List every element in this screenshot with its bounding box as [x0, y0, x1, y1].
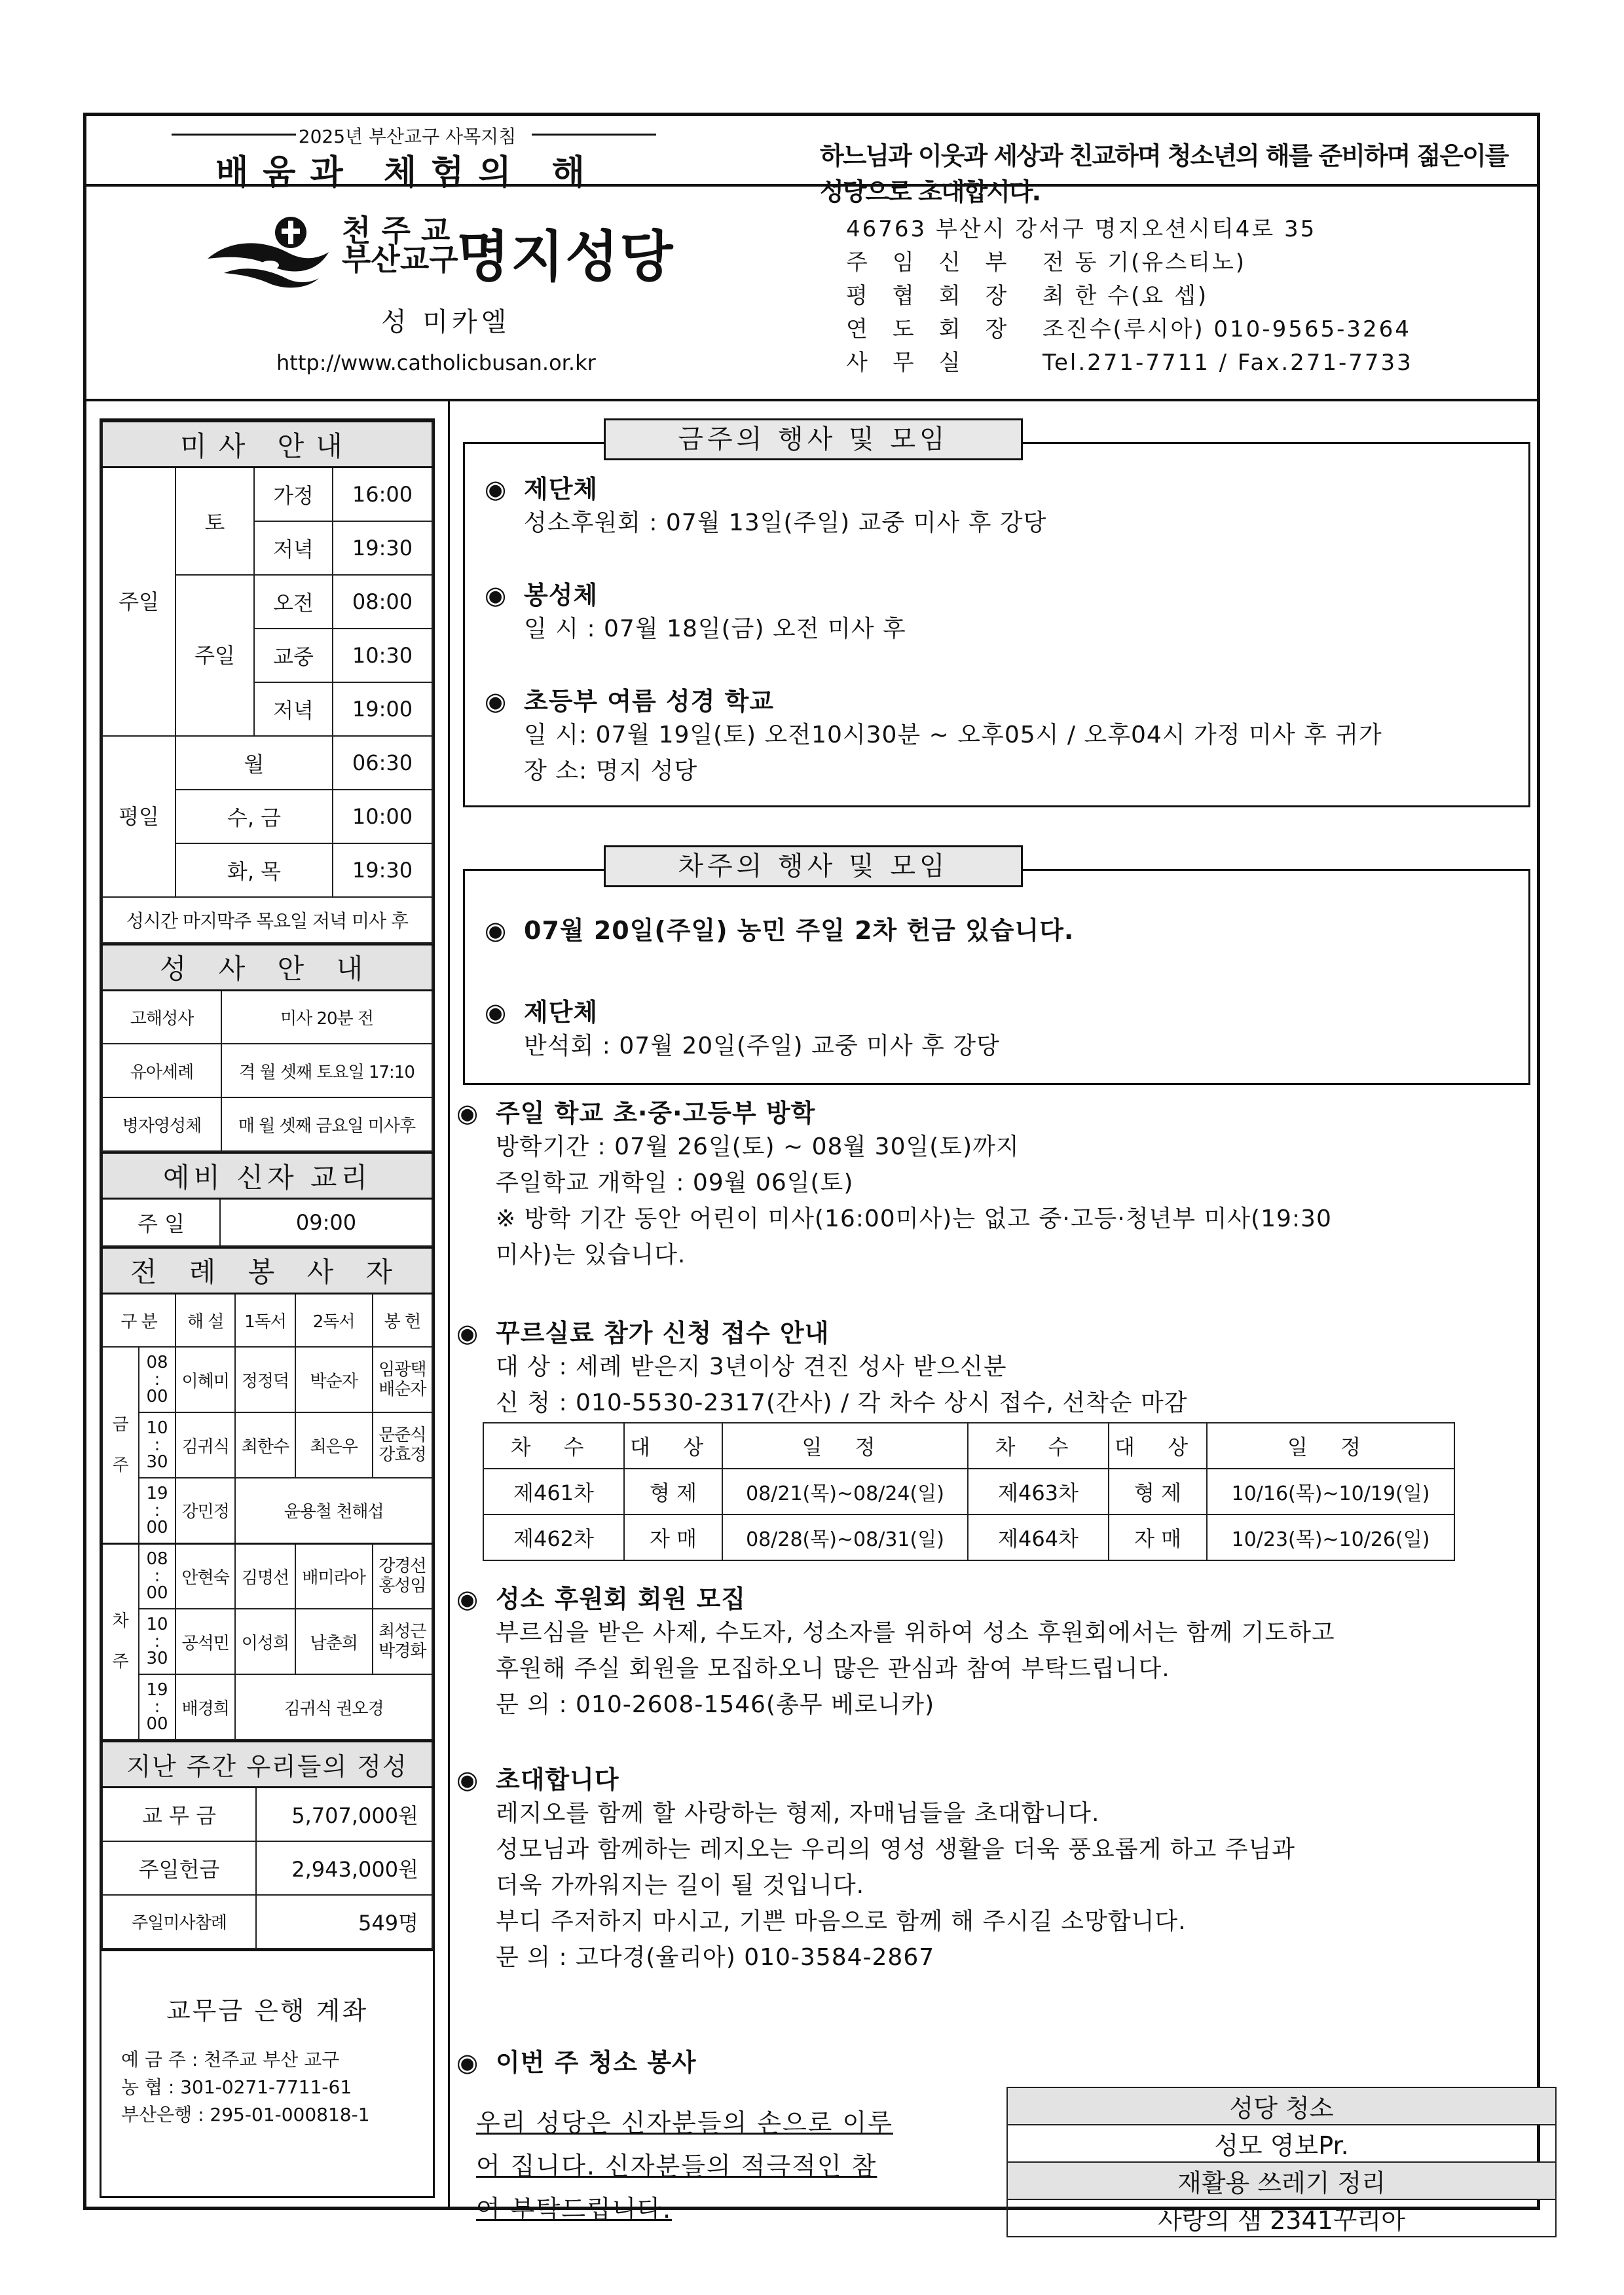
time-min: 00 — [146, 1517, 168, 1537]
sun-label: 주일 — [175, 575, 254, 736]
time-hour: 10 — [146, 1418, 168, 1438]
time-hour: 19 — [146, 1483, 168, 1503]
bullet-icon: ◉ — [456, 1585, 479, 1613]
table-cell: 형 제 — [1109, 1469, 1207, 1515]
time-hour: 10 — [146, 1615, 168, 1634]
item-head: 주일 학교 초·중·고등부 방학 — [496, 1099, 816, 1128]
sacrament-value: 매 월 셋째 금요일 미사후 — [221, 1097, 432, 1151]
table-cell: 제462차 — [483, 1515, 624, 1560]
bullet-icon: ◉ — [485, 581, 507, 610]
col-head: 해 설 — [175, 1293, 235, 1347]
reader-2: 배미라아 — [295, 1543, 373, 1609]
mass-row-label: 저녁 — [254, 521, 333, 575]
time-min: 00 — [146, 1387, 168, 1406]
item-line: 미사)는 있습니다. — [496, 1241, 686, 1268]
mass-row-time: 16:00 — [333, 468, 432, 521]
catechumen-table — [101, 1152, 433, 1247]
diocese-bottom: 부산교구 — [342, 242, 458, 277]
time-hour: 08 — [146, 1353, 168, 1372]
pastor-label: 주임신부 — [846, 249, 1032, 276]
sacrament-table — [101, 944, 433, 1152]
item-line: ※ 방학 기간 동안 어린이 미사(16:00미사)는 없고 중·고등·청년부 미사(19:30 — [496, 1205, 1332, 1232]
table-cell: 08/21(목)~08/24(일) — [722, 1469, 968, 1515]
sacrament-title: 성 사 안 내 — [102, 944, 432, 990]
left-column — [100, 418, 435, 2198]
pastor-value: 전 동 기(유스티노) — [1043, 249, 1247, 276]
item-head: 초등부 여름 성경 학교 — [524, 687, 775, 716]
reader-1: 김명선 — [235, 1543, 295, 1609]
item-line: 장 소: 명지 성당 — [524, 758, 698, 784]
commentator: 공석민 — [175, 1609, 235, 1674]
legion-value: 조진수(루시아) 010-9565-3264 — [1043, 316, 1411, 342]
item-head: 07월 20일(주일) 농민 주일 2차 헌금 있습니다. — [524, 916, 1075, 945]
sat-label: 토 — [175, 468, 254, 575]
offertory-2: 배순자 — [378, 1380, 426, 1399]
bullet-icon: ◉ — [456, 2048, 479, 2077]
item-line: 주일학교 개학일 : 09월 06일(토) — [496, 1169, 854, 1196]
bullet-icon: ◉ — [485, 998, 507, 1027]
cursillo-table — [483, 1422, 1455, 1561]
council-label: 평협회장 — [846, 283, 1032, 309]
parish-url[interactable]: http://www.catholicbusan.or.kr — [276, 350, 596, 375]
cleaning-table-title: 성당 청소 — [1007, 2087, 1556, 2125]
offertory-1: 최성근 — [378, 1622, 426, 1642]
header — [86, 116, 1537, 206]
offertory-2: 강효정 — [378, 1445, 426, 1465]
next-week-title: 차주의 행사 및 모임 — [604, 845, 1023, 887]
offertory-2: 홍성임 — [378, 1576, 426, 1596]
diocese-logo-icon — [204, 213, 335, 291]
item-head: 봉성체 — [524, 581, 599, 610]
table-cell: 자 매 — [624, 1515, 722, 1560]
this-week-box — [463, 442, 1530, 807]
reader-1: 정정덕 — [235, 1347, 295, 1412]
notice-vocation — [456, 1579, 1335, 1723]
merged-ministers: 윤용철 천해섭 — [235, 1478, 432, 1543]
table-cell: 제464차 — [968, 1515, 1109, 1560]
bullet-icon: ◉ — [485, 475, 507, 504]
weekday-row-time: 10:00 — [333, 790, 432, 843]
catechumen-title: 예비 신자 교리 — [102, 1153, 432, 1199]
bullet-icon: ◉ — [485, 687, 507, 716]
mass-row-label: 가정 — [254, 468, 333, 521]
weekday-row-label: 수, 금 — [175, 790, 333, 843]
commentator: 이혜미 — [175, 1347, 235, 1412]
offering-table — [101, 1740, 433, 1949]
item-line: 일 시 : 07월 18일(금) 오전 미사 후 — [524, 615, 906, 642]
offering-value: 5,707,000원 — [256, 1788, 432, 1841]
address: 46763 부산시 강서구 명지오션시티4로 35 — [846, 216, 1317, 242]
time-min: 00 — [146, 1583, 168, 1604]
offering-label: 주일미사참례 — [102, 1895, 256, 1949]
tagline: 하느님과 이웃과 세상과 친교하며 청소년의 해를 준비하며 젊은이를 성당으로 초대합시다. — [820, 141, 1508, 206]
mass-row-label: 저녁 — [254, 682, 333, 736]
item-line: 후원해 주실 회원을 모집하오니 많은 관심과 참여 부탁드립니다. — [496, 1655, 1170, 1682]
bullet-icon: ◉ — [456, 1099, 479, 1128]
catechumen-time: 09:00 — [220, 1199, 432, 1246]
this-week-label: 금주 — [102, 1347, 139, 1543]
ministers-table: 전 례 봉 사 자 구 분 해 설 1독서 2독서 봉 헌 금주 08 : 00 이혜미 정정덕 박순자 임광택 배순자 10 : 30 김귀식 최한수 최은우 문준식 강효정 19 : 00 강민정 윤용철 천해섭 차주 08 : 00 안현숙 김명선 배미라아 강경선 홍성임 10 : 30 공석민 이성희 남춘희 최성근 박경화 19 : 00 배경희 김귀식 권오경 — [101, 1247, 433, 1741]
item-line: 더욱 가까워지는 길이 될 것입니다. — [496, 1872, 865, 1899]
item-line: 성소후원회 : 07월 13일(주일) 교중 미사 후 강당 — [524, 509, 1047, 536]
column-divider — [448, 401, 450, 2210]
this-week-title: 금주의 행사 및 모임 — [604, 418, 1023, 460]
offertory-1: 강경선 — [378, 1556, 426, 1577]
council-value: 최 한 수(요 셉) — [1043, 283, 1209, 309]
item-line: 부디 주저하지 마시고, 기쁜 마음으로 함께 해 주시길 소망합니다. — [496, 1908, 1187, 1935]
patron-saint: 성 미카엘 — [381, 307, 511, 337]
cleaning-table — [1006, 2087, 1557, 2237]
bank-line: 예 금 주 : 천주교 부산 교구 — [121, 2048, 340, 2070]
col-head: 대 상 — [624, 1423, 722, 1469]
table-cell: 제461차 — [483, 1469, 624, 1515]
mass-row-time: 08:00 — [333, 575, 432, 629]
mass-note: 성시간 마지막주 목요일 저녁 미사 후 — [102, 897, 432, 943]
weekday-row-time: 06:30 — [333, 736, 432, 790]
parish-name: 명지성당 — [456, 225, 674, 289]
bullet-icon: ◉ — [485, 916, 507, 945]
col-head: 대 상 — [1109, 1423, 1207, 1469]
merged-ministers: 김귀식 권오경 — [235, 1674, 432, 1740]
motto-small: 2025년 부산교구 사목지침 — [298, 126, 517, 147]
sacrament-value: 미사 20분 전 — [221, 990, 432, 1044]
col-head: 봉 헌 — [373, 1293, 432, 1347]
reader-2: 최은우 — [295, 1412, 373, 1478]
next-week-box — [463, 869, 1530, 1085]
item-line: 일 시: 07월 19일(토) 오전10시30분 ~ 오후05시 / 오후04시 가정 미사 후 귀가 — [524, 722, 1382, 748]
contact-list — [846, 213, 1413, 380]
offering-title: 지난 주간 우리들의 정성 — [102, 1742, 432, 1788]
weekday-row-label: 화, 목 — [175, 843, 333, 897]
table-cell: 10/23(목)~10/26(일) — [1207, 1515, 1454, 1560]
weekday-row-label: 월 — [175, 736, 333, 790]
sacrament-label: 병자영성체 — [102, 1097, 221, 1151]
item-line: 문 의 : 010-2608-1546(총무 베로니카) — [496, 1691, 935, 1718]
commentator: 안현숙 — [175, 1543, 235, 1609]
time-hour: 08 — [146, 1549, 168, 1570]
time-min: 30 — [146, 1452, 168, 1472]
commentator: 김귀식 — [175, 1412, 235, 1478]
bullet-icon: ◉ — [456, 1319, 479, 1348]
office-label: 사무실 — [846, 350, 986, 376]
notice-cleaning — [456, 2042, 697, 2078]
table-cell: 10/16(목)~10/19(일) — [1207, 1469, 1454, 1515]
mass-row-time: 10:30 — [333, 629, 432, 682]
mass-table — [101, 420, 433, 944]
commentator: 배경희 — [175, 1674, 235, 1740]
bank-title: 교무금 은행 계좌 — [166, 1996, 369, 2025]
mass-title: 미사 안내 — [102, 422, 432, 468]
office-value: Tel.271-7711 / Fax.271-7733 — [1043, 350, 1413, 376]
item-head: 꾸르실료 참가 신청 접수 안내 — [496, 1319, 830, 1348]
offering-label: 교 무 금 — [102, 1788, 256, 1841]
catechumen-label: 주 일 — [102, 1199, 220, 1246]
table-cell: 형 제 — [624, 1469, 722, 1515]
offering-label: 주일헌금 — [102, 1841, 256, 1895]
bank-info — [101, 1949, 433, 2129]
notice-invite — [456, 1759, 1295, 1975]
item-line: 문 의 : 고다경(율리아) 010-3584-2867 — [496, 1944, 935, 1971]
item-head: 성소 후원회 회원 모집 — [496, 1585, 747, 1613]
col-head: 2독서 — [295, 1293, 373, 1347]
sunday-label: 주일 — [102, 468, 175, 736]
mass-row-label: 교중 — [254, 629, 333, 682]
next-week-label: 차주 — [102, 1543, 139, 1740]
item-line: 부르심을 받은 사제, 수도자, 성소자를 위하여 성소 후원회에서는 함께 기도하고 — [496, 1619, 1335, 1646]
cleaning-group: 성모 영보Pr. — [1007, 2125, 1556, 2162]
table-cell: 제463차 — [968, 1469, 1109, 1515]
reader-2: 남춘희 — [295, 1609, 373, 1674]
recycling-title: 재활용 쓰레기 정리 — [1007, 2162, 1556, 2199]
bulletin-frame — [83, 113, 1540, 2235]
time-min: 00 — [146, 1714, 168, 1734]
diocese-top: 천 주 교 — [342, 213, 451, 248]
time-min: 30 — [146, 1649, 168, 1668]
table-cell: 자 매 — [1109, 1515, 1207, 1560]
col-head: 구 분 — [102, 1293, 175, 1347]
ministers-title: 전 례 봉 사 자 — [102, 1247, 432, 1293]
item-line: 방학기간 : 07월 26일(토) ~ 08월 30일(토)까지 — [496, 1133, 1020, 1160]
item-head: 제단체 — [524, 475, 599, 504]
offertory-1: 임광택 — [378, 1360, 426, 1380]
weekday-row-time: 19:30 — [333, 843, 432, 897]
offertory-1: 문준식 — [378, 1425, 426, 1445]
commentator: 강민정 — [175, 1478, 235, 1543]
item-line: 성모님과 함께하는 레지오는 우리의 영성 생활을 더욱 풍요롭게 하고 주님과 — [496, 1836, 1296, 1863]
item-head: 제단체 — [524, 998, 599, 1027]
item-line: 대 상 : 세례 받은지 3년이상 견진 성사 받으신분 — [496, 1353, 1007, 1380]
reader-2: 박순자 — [295, 1347, 373, 1412]
parish-info — [86, 187, 1537, 401]
mass-row-time: 19:00 — [333, 682, 432, 736]
offering-value: 2,943,000원 — [256, 1841, 432, 1895]
offering-value: 549명 — [256, 1895, 432, 1949]
sacrament-value: 격 월 셋째 토요일 17:10 — [221, 1044, 432, 1097]
motto-big: 배움과 체험의 해 — [215, 153, 599, 193]
mass-row-label: 오전 — [254, 575, 333, 629]
sacrament-label: 고해성사 — [102, 990, 221, 1044]
bullet-icon: ◉ — [456, 1765, 479, 1794]
bank-line: 농 협 : 301-0271-7711-61 — [121, 2076, 352, 2098]
reader-1: 이성희 — [235, 1609, 295, 1674]
col-head: 차 수 — [968, 1423, 1109, 1469]
mass-row-time: 19:30 — [333, 521, 432, 575]
item-head: 초대합니다 — [496, 1765, 619, 1794]
item-line: 반석회 : 07월 20일(주일) 교중 미사 후 강당 — [524, 1033, 1000, 1059]
bank-line: 부산은행 : 295-01-000818-1 — [121, 2103, 370, 2125]
sacrament-label: 유아세례 — [102, 1044, 221, 1097]
time-hour: 19 — [146, 1680, 168, 1700]
col-head: 일 정 — [1207, 1423, 1454, 1469]
reader-1: 최한수 — [235, 1412, 295, 1478]
offertory-2: 박경화 — [378, 1642, 426, 1661]
notice-school — [456, 1093, 1332, 1273]
table-cell: 08/28(목)~08/31(일) — [722, 1515, 968, 1560]
item-head: 이번 주 청소 봉사 — [496, 2048, 697, 2077]
col-head: 1독서 — [235, 1293, 295, 1347]
notice-cursillo — [456, 1313, 1455, 1561]
col-head: 일 정 — [722, 1423, 968, 1469]
item-line: 신 청 : 010-5530-2317(간사) / 각 차수 상시 접수, 선착순 마감 — [496, 1389, 1188, 1416]
cleaning-note: 우리 성당은 신자분들의 손으로 이루어 집니다. 신자분들의 적극적인 참여 부탁드립니다. — [476, 2108, 893, 2224]
item-line: 레지오를 함께 할 사랑하는 형제, 자매님들을 초대합니다. — [496, 1800, 1100, 1827]
recycling-group: 사랑의 샘 2341꾸리아 — [1007, 2199, 1556, 2237]
legion-label: 연도회장 — [846, 316, 1032, 342]
col-head: 차 수 — [483, 1423, 624, 1469]
weekday-label: 평일 — [102, 736, 175, 897]
